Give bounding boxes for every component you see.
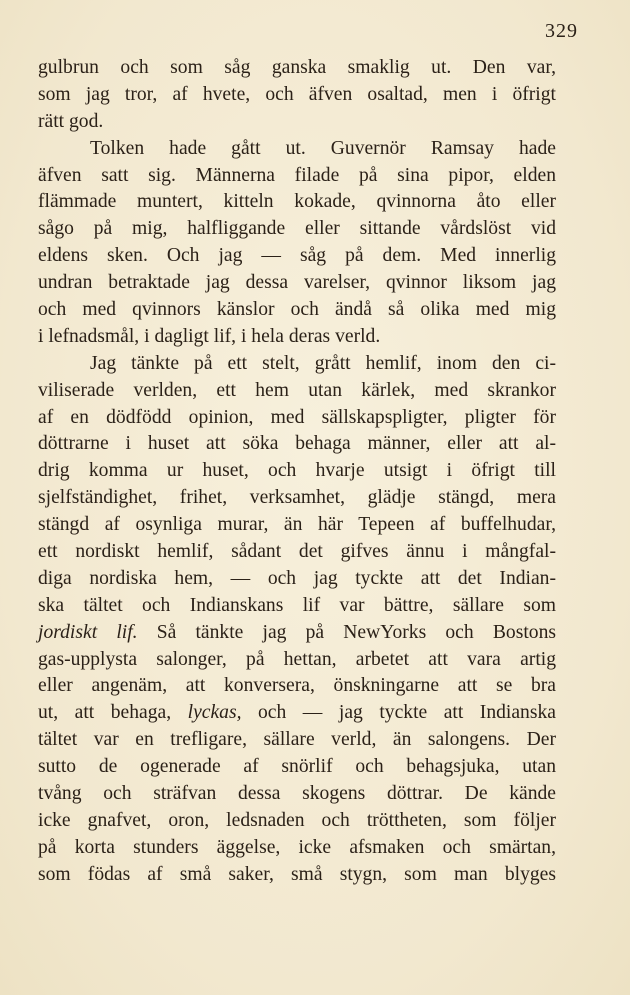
italic-word: lyckas, xyxy=(187,702,242,724)
text-line: viliserade verlden, ett hem utan kärlek, med skrankor xyxy=(38,379,556,401)
text-line: döttrarne i huset att söka behaga männer, eller att al- xyxy=(38,433,556,455)
text-line: gas-upplysta salonger, på hettan, arbetet att vara artig xyxy=(38,648,556,670)
text-line: tältet var en trefligare, sällare verld, än salongens. Der xyxy=(38,729,556,751)
text-line: sågo på mig, halfliggande eller sittande vårdslöst vid xyxy=(38,218,556,240)
text-line: flämmade muntert, kitteln kokade, qvinnorna åto eller xyxy=(38,191,556,213)
text-line: stängd af osynliga murar, än här Tepeen af buffelhudar, xyxy=(38,514,556,536)
text-line: diga nordiska hem, — och jag tyckte att det Indian- xyxy=(38,567,556,589)
italic-phrase: jordiskt lif. xyxy=(38,621,138,643)
text-line: eller angenäm, att konversera, önskningarne att se bra xyxy=(38,675,556,697)
body-text xyxy=(38,55,556,889)
line-remainder: och — jag tyckte att Indianska xyxy=(241,702,556,724)
text-line: på korta stunders äggelse, icke afsmaken och smärtan, xyxy=(38,836,556,858)
text-line: undran betraktade jag dessa varelser, qvinnor liksom jag xyxy=(38,272,556,294)
text-line: och med qvinnors känslor och ändå så olika med mig xyxy=(38,299,556,321)
text-line: ska tältet och Indianskans lif var bättre, sällare som xyxy=(38,594,556,616)
line-start: ut, att behaga, xyxy=(38,702,188,724)
text-line: tvång och sträfvan dessa skogens döttrar. De kände xyxy=(38,783,556,805)
text-line: icke gnafvet, oron, ledsnaden och tröttheten, som följer xyxy=(38,809,556,831)
text-line-with-italic xyxy=(38,620,556,647)
text-line: ett nordiskt hemlif, sådant det gifves ännu i mångfal- xyxy=(38,541,556,563)
text-line: som födas af små saker, små stygn, som man blyges xyxy=(38,863,556,885)
text-line: äfven satt sig. Männerna filade på sina pipor, elden xyxy=(38,164,556,186)
text-line-with-italic xyxy=(38,700,556,727)
text-line: gulbrun och som såg ganska smaklig ut. Den var, xyxy=(38,57,556,78)
text-line: Tolken hade gått ut. Guvernör Ramsay hade xyxy=(90,137,556,159)
text-line: Jag tänkte på ett stelt, grått hemlif, inom den ci- xyxy=(90,352,556,374)
line-remainder: Så tänkte jag på NewYorks och Bostons xyxy=(137,621,556,643)
page-number: 329 xyxy=(545,20,578,42)
text-line: i lefnadsmål, i dagligt lif, i hela deras verld. xyxy=(38,325,381,347)
text-line: eldens sken. Och jag — såg på dem. Med innerlig xyxy=(38,245,556,267)
text-line: sjelfständighet, frihet, verksamhet, glädje stängd, mera xyxy=(38,487,556,509)
text-line: af en dödfödd opinion, med sällskapspligter, pligter för xyxy=(38,406,556,428)
text-line: drig komma ur huset, och hvarje utsigt i öfrigt till xyxy=(38,460,556,482)
text-line: rätt god. xyxy=(38,110,104,132)
text-line: sutto de ogenerade af snörlif och behagsjuka, utan xyxy=(38,756,556,778)
text-line: som jag tror, af hvete, och äfven osaltad, men i öfrigt xyxy=(38,83,556,105)
